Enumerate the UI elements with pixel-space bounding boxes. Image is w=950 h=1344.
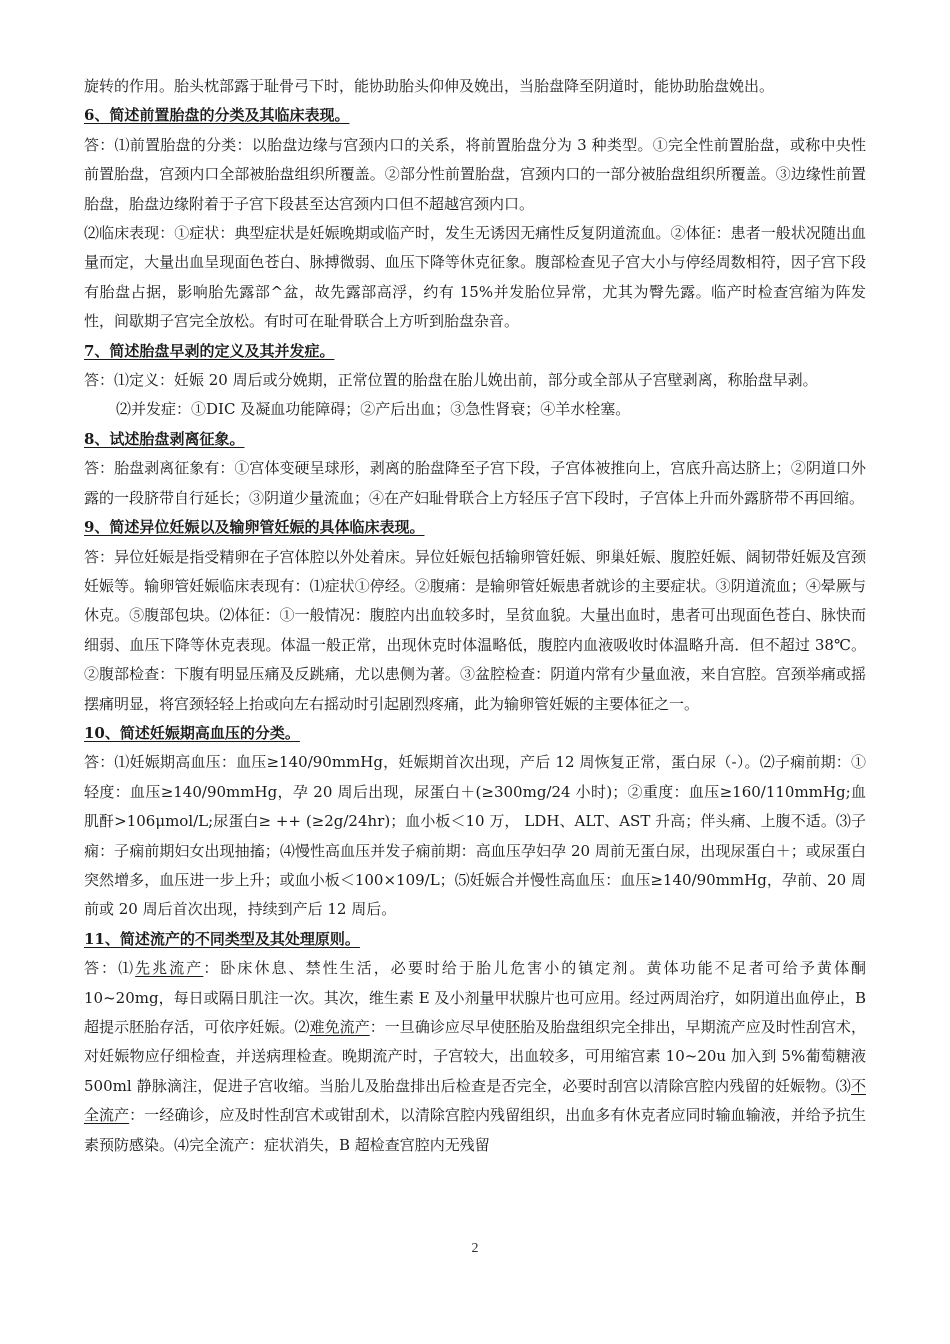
paragraph: 答：胎盘剥离征象有：①宫体变硬呈球形，剥离的胎盘降至子宫下段，子宫体被推向上，宫底升高达脐上；②阴道口外露的一段脐带自行延长；③阴道少量流血；④在产妇耻骨联合上方轻压子宫下段时，子宫体上升而外露脐带不再回缩。 bbox=[84, 459, 866, 507]
paragraph: 答：⑴前置胎盘的分类：以胎盘边缘与宫颈内口的关系，将前置胎盘分为 3 种类型。①完全性前置胎盘，或称中央性前置胎盘，宫颈内口全部被胎盘组织所覆盖。②部分性前置胎盘，宫颈内口的一部分被胎盘组织所覆盖。③边缘性前置胎盘，胎盘边缘附着于子宫下段甚至达宫颈内口但不超越宫颈内口。 bbox=[84, 135, 866, 213]
paragraph: 答：异位妊娠是指受精卵在子宫体腔以外处着床。异位妊娠包括输卵管妊娠、卵巢妊娠、腹腔妊娠、阔韧带妊娠及宫颈妊娠等。输卵管妊娠临床表现有：⑴症状①停经。②腹痛：是输卵管妊娠患者就诊的主要症状。③阴道流血；④晕厥与休克。⑤腹部包块。⑵体征：①一般情况：腹腔内出血较多时，呈贫血貌。大量出血时，患者可出现面色苍白、脉快而细弱、血压下降等休克表现。体温一般正常，出现休克时体温略低，腹腔内血液吸收时体温略升高．但不超过 38℃。②腹部检查：下腹有明显压痛及反跳痛，尤以患侧为著。③盆腔检查：阴道内常有少量血液，来自宫腔。宫颈举痛或摇摆痛明显，将宫颈轻轻上抬或向左右摇动时引起剧烈疼痛，此为输卵管妊娠的主要体征之一。 bbox=[84, 547, 866, 713]
paragraph: 答：⑴妊娠期高血压：血压≥140/90mmHg，妊娠期首次出现，产后 12 周恢复正常，蛋白尿（-）。⑵子痫前期：①轻度：血压≥140/90mmHg，孕 20 周后出现，尿蛋白＋(≥300mg/24 小时)；②重度：血压≥160/110mmHg;血肌酐>106μmol/L;尿蛋白≥ ++ (≥2g/24hr)；血小板＜10 万， LDH、ALT、AST 升高；伴头痛、上腹不适。⑶子痫：子痫前期妇女出现抽搐；⑷慢性高血压并发子痫前期：高血压孕妇孕 20 周前无蛋白尿，出现尿蛋白＋；或尿蛋白突然增多，血压进一步上升；或血小板＜100×109/L；⑸妊娠合并慢性高血压：血压≥140/90mmHg，孕前、20 周前或 20 周后首次出现，持续到产后 12 周后。 bbox=[84, 753, 866, 919]
document-page bbox=[84, 72, 866, 1160]
question-heading-8: 8、试述胎盘剥离征象。 bbox=[84, 429, 245, 448]
term-threatened-abortion: 先兆流产 bbox=[135, 959, 204, 978]
paragraph: 答：⑴定义：妊娠 20 周后或分娩期，正常位置的胎盘在胎儿娩出前，部分或全部从子宫壁剥离，称胎盘早剥。 bbox=[84, 371, 818, 390]
question-heading-7: 7、简述胎盘早剥的定义及其并发症。 bbox=[84, 341, 335, 360]
term-text: ：卧床休息、禁性生活，必要时给于胎儿危害小的镇定剂。黄体功能不足者可给予黄体酮 10~20mg，每日或隔日肌注一次。其次，维生素 E 及小剂量甲状腺片也可应用。经过两周治疗，如阴道出血停止，B 超提示胚胎存活，可依序妊娠。⑵ bbox=[84, 959, 866, 1036]
paragraph-indented: ⑵并发症：①DIC 及凝血功能障碍；②产后出血；③急性肾衰；④羊水栓塞。 bbox=[116, 400, 631, 419]
term-inevitable-abortion: 难免流产 bbox=[309, 1018, 370, 1036]
paragraph: ⑵临床表现：①症状：典型症状是妊娠晚期或临产时，发生无诱因无痛性反复阴道流血。②体征：患者一般状况随出血量而定，大量出血呈现面色苍白、脉搏微弱、血压下降等休克征象。腹部检查见子宫大小与停经周数相符，因子宫下段有胎盘占据，影响胎先露部^盆，故先露部高浮，约有 15%并发胎位异常，尤其为臀先露。临产时检查宫缩为阵发性，间歇期子宫完全放松。有时可在耻骨联合上方听到胎盘杂音。 bbox=[84, 224, 866, 331]
question-heading-6: 6、简述前置胎盘的分类及其临床表现。 bbox=[84, 106, 350, 125]
question-heading-9: 9、简述异位妊娠以及输卵管妊娠的具体临床表现。 bbox=[84, 518, 425, 537]
term-text: ：一旦确诊应尽早使胚胎及胎盘组织完全排出，早期流产应及时性刮宫术，对妊娠物应仔细检查，并送病理检查。晚期流产时，子宫较大，出血较多，可用缩宫素 10~20u 加入到 5%葡萄糖液 500ml 静脉滴注，促进子宫收缩。当胎儿及胎盘排出后检查是否完全，必要时刮宫以清除宫腔内残留的妊娠物。⑶ bbox=[84, 1018, 866, 1095]
page-number: 2 bbox=[471, 1241, 479, 1256]
term-incomplete-abortion: 不全流产 bbox=[84, 1076, 866, 1125]
paragraph-abortion-types bbox=[84, 954, 866, 1160]
paragraph: 旋转的作用。胎头枕部露于耻骨弓下时，能协助胎头仰伸及娩出，当胎盘降至阴道时，能协助胎盘娩出。 bbox=[84, 77, 775, 95]
answer-prefix: 答：⑴ bbox=[84, 959, 136, 978]
question-heading-10: 10、简述妊娠期高血压的分类。 bbox=[84, 723, 300, 742]
term-text: ：一经确诊，应及时性刮宫术或钳刮术，以清除宫腔内残留组织，出血多有休克者应同时输血输液，并给予抗生素预防感染。⑷完全流产：症状消失，B 超检查宫腔内无残留 bbox=[84, 1106, 866, 1154]
question-heading-11: 11、简述流产的不同类型及其处理原则。 bbox=[84, 929, 360, 948]
